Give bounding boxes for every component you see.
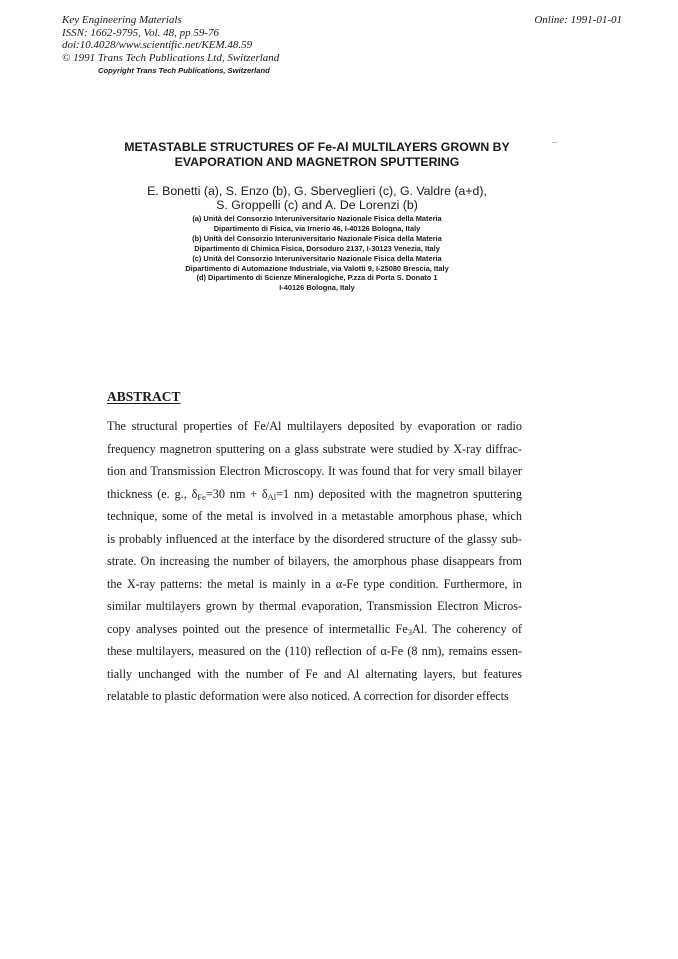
affiliation-line: Dipartimento di Chimica Fisica, Dorsoduro 2137, I-30123 Venezia, Italy: [194, 243, 440, 253]
affiliation-line: (d) Dipartimento di Scienze Mineralogiche, P.zza di Porta S. Donato 1: [196, 273, 438, 283]
affiliation-line: (a) Unità del Consorzio Interuniversitario Nazionale Fisica della Materia: [192, 214, 442, 223]
subscript-al: Al: [267, 491, 277, 502]
doi: doi:10.4028/www.scientific.net/KEM.48.59: [62, 39, 253, 51]
abstract-line: tion and Transmission Electron Microscopy. It was found that for very small bilayer: [107, 464, 522, 478]
author-list: [92, 185, 542, 212]
affiliation-line: (b) Unità del Consorzio Interuniversitario Nazionale Fisica della Materia: [192, 233, 442, 243]
abstract-line: frequency magnetron sputtering on a glass substrate were studied by X-ray diffrac-: [107, 441, 522, 456]
abstract-text: Al. The coherency of: [411, 621, 522, 636]
page-header: [62, 14, 622, 75]
title-line-1: METASTABLE STRUCTURES OF Fe-Al MULTILAYERS GROWN BY: [124, 140, 510, 154]
abstract-line: [107, 618, 522, 641]
abstract-text: =30 nm + δ: [205, 486, 268, 501]
affiliation-line: Dipartimento di Fisica, via Irnerio 46, I-40126 Bologna, Italy: [213, 223, 421, 233]
online-date: Online: 1991-01-01: [534, 14, 622, 26]
issn-volume-pages: ISSN: 1662-9795, Vol. 48, pp 59-76: [62, 26, 220, 39]
abstract-line: tially unchanged with the number of Fe and Al alternating layers, but features: [107, 666, 522, 681]
affiliation-line: (c) Unità del Consorzio Interuniversitario Nazionale Fisica della Materia: [192, 253, 442, 263]
abstract-line: relatable to plastic deformation were also noticed. A correction for disorder effects: [107, 689, 509, 703]
affiliations: [92, 214, 542, 293]
abstract-line: strate. On increasing the number of bilayers, the amorphous phase disappears from: [107, 554, 522, 568]
authors-line-2: S. Groppelli (c) and A. De Lorenzi (b): [216, 197, 418, 212]
affiliation-line: Dipartimento di Automazione Industriale, via Valotti 9, I-25080 Brescia, Italy: [185, 263, 449, 273]
abstract-text: =1 nm) deposited with the magnetron sputtering: [276, 486, 522, 501]
abstract-heading: ABSTRACT: [107, 389, 181, 404]
affiliation-line: I-40126 Bologna, Italy: [279, 283, 355, 293]
abstract-line: The structural properties of Fe/Al multilayers deposited by evaporation or radio: [107, 419, 522, 433]
abstract-line: is probably influenced at the interface by the disordered structure of the glassy sub-: [107, 531, 522, 546]
journal-name: Key Engineering Materials: [62, 14, 182, 26]
abstract-line: technique, some of the metal is involved in a metastable amorphous phase, which: [107, 509, 522, 523]
subscript-3: 3: [407, 626, 412, 637]
abstract-line: similar multilayers grown by thermal evaporation, Transmission Electron Micros-: [107, 599, 522, 613]
abstract-line: the X-ray patterns: the metal is mainly in a α-Fe type condition. Furthermore, in: [107, 576, 522, 591]
subscript-fe: Fe: [197, 491, 206, 502]
abstract-line: these multilayers, measured on the (110) reflection of α-Fe (8 nm), remains essen-: [107, 644, 522, 658]
copyright-line: Copyright Trans Tech Publications, Switzerland: [98, 66, 270, 75]
scan-mark: [552, 142, 557, 143]
abstract-line: [107, 483, 522, 506]
abstract-text: copy analyses pointed out the presence of intermetallic Fe: [107, 621, 408, 636]
abstract-body: [107, 415, 522, 708]
authors-line-1: E. Bonetti (a), S. Enzo (b), G. Sberveglieri (c), G. Valdre (a+d),: [147, 184, 487, 198]
title-line-2: EVAPORATION AND MAGNETRON SPUTTERING: [174, 155, 460, 169]
abstract-text: thickness (e. g., δ: [107, 486, 198, 501]
paper-title: [92, 140, 542, 170]
publisher-notice: © 1991 Trans Tech Publications Ltd, Switzerland: [62, 51, 280, 64]
